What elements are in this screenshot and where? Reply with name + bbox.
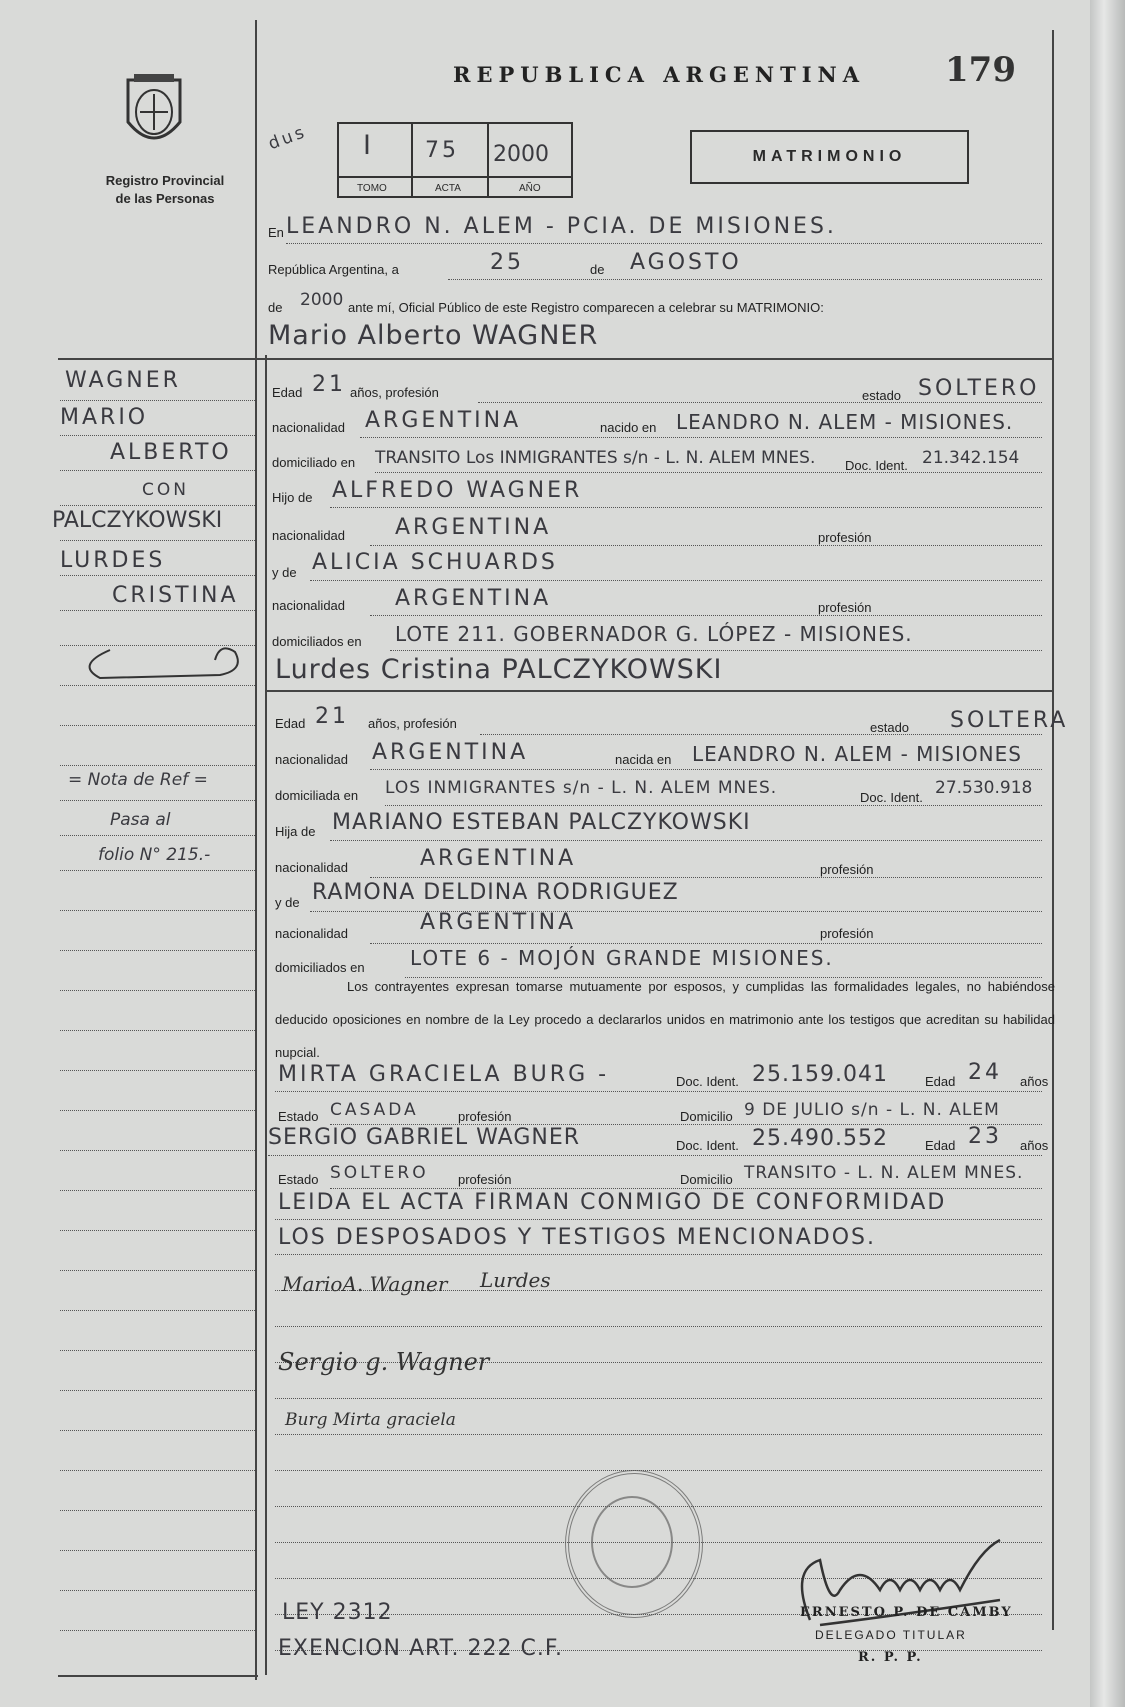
day-value: 25	[490, 250, 524, 275]
closing-line-1: LEIDA EL ACTA FIRMAN CONMIGO DE CONFORMIDAD	[278, 1190, 947, 1215]
margin-name-3: ALBERTO	[110, 440, 232, 465]
margin-note-2: Pasa al	[110, 810, 171, 830]
groom-madre-nac: ARGENTINA	[395, 586, 552, 611]
de-label: de	[590, 262, 605, 277]
margin-name-1: WAGNER	[65, 368, 181, 393]
acta-value: 75	[425, 138, 459, 163]
bride-estado-label: estado	[870, 720, 910, 735]
year-value: 2000	[300, 290, 344, 310]
witness-2-edad-label: Edad	[925, 1138, 956, 1153]
official-title: DELEGADO TITULAR	[815, 1628, 967, 1642]
official-name: ERNESTO P. DE CAMBY	[800, 1605, 1013, 1620]
groom-yde-label: y de	[272, 565, 297, 580]
place-value: LEANDRO N. ALEM - PCIA. DE MISIONES.	[286, 214, 837, 239]
right-border-line	[1052, 30, 1054, 1630]
witness-2-doc-label: Doc. Ident.	[676, 1138, 739, 1153]
groom-doms-label: domiciliados en	[272, 634, 362, 649]
groom-domicilio-padres: LOTE 211. GOBERNADOR G. LÓPEZ - MISIONES.	[395, 622, 913, 646]
witness-1-estado-label: Estado	[278, 1109, 319, 1124]
bride-anos-label: años, profesión	[368, 716, 457, 731]
groom-hijo-label: Hijo de	[272, 490, 313, 505]
witness-1-name: MIRTA GRACIELA BURG -	[278, 1062, 610, 1087]
folio-number: 179	[945, 50, 1016, 90]
tomo-value: I	[363, 130, 372, 161]
coat-of-arms-icon	[118, 72, 190, 156]
signature-bride: Lurdes	[480, 1268, 551, 1292]
groom-dom-label: domiciliado en	[272, 455, 356, 470]
witness-2-name: SERGIO GABRIEL WAGNER	[268, 1125, 581, 1150]
groom-nac-label: nacionalidad	[272, 420, 346, 435]
document-type: MATRIMONIO	[690, 130, 969, 184]
footer-law: LEY 2312	[282, 1600, 393, 1625]
bride-nacida-en: LEANDRO N. ALEM - MISIONES	[692, 742, 1022, 766]
margin-mark: dus	[265, 121, 310, 155]
margin-divider-line	[265, 355, 267, 1675]
bride-hija-label: Hija de	[275, 824, 316, 839]
witness-1-domicilio: 9 DE JULIO s/n - L. N. ALEM	[744, 1100, 1000, 1120]
bride-padre-nac: ARGENTINA	[420, 846, 577, 871]
signature-groom: MarioA. Wagner	[282, 1272, 448, 1296]
bride-padre-nac-label: nacionalidad	[275, 860, 349, 875]
margin-note-1: = Nota de Ref =	[68, 770, 208, 790]
witness-1-anos-label: años	[1020, 1074, 1049, 1089]
witness-1-age: 24	[968, 1060, 1002, 1085]
groom-anos-label: años, profesión	[350, 385, 439, 400]
witness-1-doc-label: Doc. Ident.	[676, 1074, 739, 1089]
signature-witness-2: Sergio g. Wagner	[278, 1348, 490, 1376]
bride-nacionalidad: ARGENTINA	[372, 740, 529, 765]
registry-name	[85, 172, 245, 208]
bride-madre-nac: ARGENTINA	[420, 910, 577, 935]
statement-text: ante mí, Oficial Público de este Registro comparecen a celebrar su MATRIMONIO:	[348, 300, 824, 315]
closing-line-2: LOS DESPOSADOS Y TESTIGOS MENCIONADOS.	[278, 1225, 876, 1250]
republica-label: República Argentina, a	[268, 262, 399, 277]
groom-padre-prof-label: profesión	[818, 530, 872, 545]
signature-witness-1: Burg Mirta graciela	[285, 1410, 456, 1430]
witness-2-doc: 25.490.552	[752, 1126, 888, 1151]
bride-padre-prof-label: profesión	[820, 862, 874, 877]
margin-left-line	[255, 20, 257, 1680]
bride-full-name: Lurdes Cristina PALCZYKOWSKI	[275, 654, 723, 685]
witness-2-age: 23	[968, 1124, 1002, 1149]
margin-name-4: PALCZYKOWSKI	[52, 508, 223, 533]
witness-2-domicilio: TRANSITO - L. N. ALEM MNES.	[744, 1163, 1024, 1183]
bride-madre-prof-label: profesión	[820, 926, 874, 941]
witness-2-estado-label: Estado	[278, 1172, 319, 1187]
registry-line-2: de las Personas	[115, 191, 215, 206]
country-title: REPUBLICA ARGENTINA	[453, 62, 866, 87]
margin-flourish	[70, 640, 250, 685]
declaration-text: Los contrayentes expresan tomarse mutuamente por esposos, y cumplidas las formalidades legales, no habiéndose deducido oposiciones en nombre de la Ley procedo a declararlos unidos en matrimonio ante los testigos que acreditan su habilidad nupcial.	[275, 979, 1055, 1060]
groom-nacido-en: LEANDRO N. ALEM - MISIONES.	[676, 410, 1014, 434]
bride-madre: RAMONA DELDINA RODRIGUEZ	[312, 880, 679, 905]
groom-nacido-label: nacido en	[600, 420, 657, 435]
groom-padre: ALFREDO WAGNER	[332, 478, 583, 503]
witness-2-anos-label: años	[1020, 1138, 1049, 1153]
bride-doc-label: Doc. Ident.	[860, 790, 923, 805]
margin-con: CON	[142, 480, 189, 500]
margin-name-5: LURDES	[60, 548, 166, 573]
bride-dom-label: domiciliada en	[275, 788, 359, 803]
en-label: En	[268, 225, 284, 240]
witness-2-prof-label: profesión	[458, 1172, 512, 1187]
margin-note-3: folio N° 215.-	[98, 845, 211, 865]
official-office: R. P. P.	[858, 1650, 923, 1665]
registry-line-1: Registro Provincial	[105, 173, 225, 188]
groom-madre-nac-label: nacionalidad	[272, 598, 346, 613]
tomo-label: TOMO	[357, 183, 387, 194]
witness-2-estado: SOLTERO	[330, 1163, 429, 1183]
groom-padre-nac: ARGENTINA	[395, 515, 552, 540]
anio-value: 2000	[493, 142, 549, 167]
bride-domicilio: LOS INMIGRANTES s/n - L. N. ALEM MNES.	[385, 778, 778, 798]
margin-name-6: CRISTINA	[112, 583, 239, 608]
groom-edad-label: Edad	[272, 385, 303, 400]
groom-full-name: Mario Alberto WAGNER	[268, 320, 599, 351]
bride-nacida-label: nacida en	[615, 752, 672, 767]
month-value: AGOSTO	[630, 250, 742, 275]
footer-exemption: EXENCION ART. 222 C.F.	[278, 1636, 563, 1661]
groom-nacionalidad: ARGENTINA	[365, 408, 522, 433]
witness-1-estado: CASADA	[330, 1100, 419, 1120]
book-spine	[1090, 0, 1125, 1707]
bride-age: 21	[315, 704, 349, 729]
bride-yde-label: y de	[275, 895, 300, 910]
bride-edad-label: Edad	[275, 716, 306, 731]
anio-label: AÑO	[519, 183, 541, 194]
witness-1-dom-label: Domicilio	[680, 1109, 733, 1124]
bride-doc: 27.530.918	[935, 778, 1033, 798]
groom-estado: SOLTERO	[918, 376, 1040, 401]
groom-padre-nac-label: nacionalidad	[272, 528, 346, 543]
acta-label: ACTA	[435, 183, 461, 194]
official-signature	[780, 1530, 1020, 1640]
bride-doms-label: domiciliados en	[275, 960, 365, 975]
witness-1-edad-label: Edad	[925, 1074, 956, 1089]
witness-1-prof-label: profesión	[458, 1109, 512, 1124]
official-seal-icon	[565, 1470, 703, 1618]
margin-name-2: MARIO	[60, 405, 149, 430]
groom-doc: 21.342.154	[922, 448, 1020, 468]
bride-nac-label: nacionalidad	[275, 752, 349, 767]
witness-1-doc: 25.159.041	[752, 1062, 888, 1087]
bride-domicilio-padres: LOTE 6 - MOJÓN GRANDE MISIONES.	[410, 946, 834, 970]
groom-madre-prof-label: profesión	[818, 600, 872, 615]
groom-domicilio: TRANSITO Los INMIGRANTES s/n - L. N. ALEM MNES.	[375, 448, 816, 468]
groom-age: 21	[312, 372, 346, 397]
witness-2-dom-label: Domicilio	[680, 1172, 733, 1187]
de-year-label: de	[268, 300, 283, 315]
groom-madre: ALICIA SCHUARDS	[312, 550, 558, 575]
bride-estado: SOLTERA	[950, 708, 1069, 733]
groom-estado-label: estado	[862, 388, 902, 403]
bride-padre: MARIANO ESTEBAN PALCZYKOWSKI	[332, 810, 751, 835]
groom-doc-label: Doc. Ident.	[845, 458, 908, 473]
record-number-box	[337, 122, 573, 198]
bride-madre-nac-label: nacionalidad	[275, 926, 349, 941]
